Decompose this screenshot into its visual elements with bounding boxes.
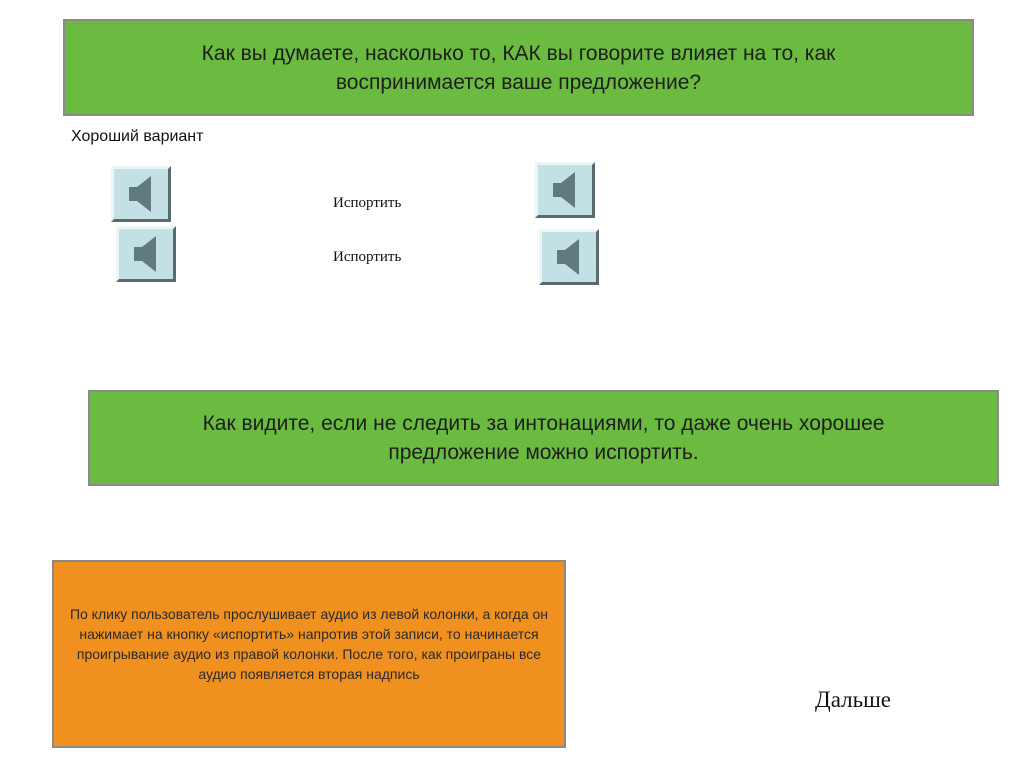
spoiled-variant-sound-button-2[interactable] — [539, 229, 599, 285]
spoil-button-2[interactable]: Испортить — [333, 249, 402, 265]
good-variant-label: Хороший вариант — [71, 128, 204, 145]
speaker-icon — [127, 174, 155, 214]
question-text: Как вы думаете, насколько то, КАК вы говорите влияет на то, как воспринимается ваше предложение? — [201, 41, 836, 94]
question-banner — [63, 19, 974, 116]
conclusion-text: Как видите, если не следить за интонациями, то даже очень хорошее предложение можно испортить. — [202, 412, 885, 464]
speaker-icon — [555, 237, 583, 277]
developer-note-text: По клику пользователь прослушивает аудио из левой колонки, а когда он нажимает на кнопку «испортить» напротив этой записи, то начинается проигрывание аудио из правой колонки. После того, как проиграны все аудио появляется вторая надпись — [69, 606, 549, 682]
speaker-icon — [132, 234, 160, 274]
spoil-button-1[interactable]: Испортить — [333, 195, 402, 211]
good-variant-sound-button-2[interactable] — [116, 226, 176, 282]
good-variant-sound-button-1[interactable] — [111, 166, 171, 222]
next-button[interactable]: Дальше — [815, 687, 891, 712]
speaker-icon — [551, 170, 579, 210]
conclusion-banner — [88, 390, 999, 486]
spoiled-variant-sound-button-1[interactable] — [535, 162, 595, 218]
developer-note — [52, 560, 566, 748]
